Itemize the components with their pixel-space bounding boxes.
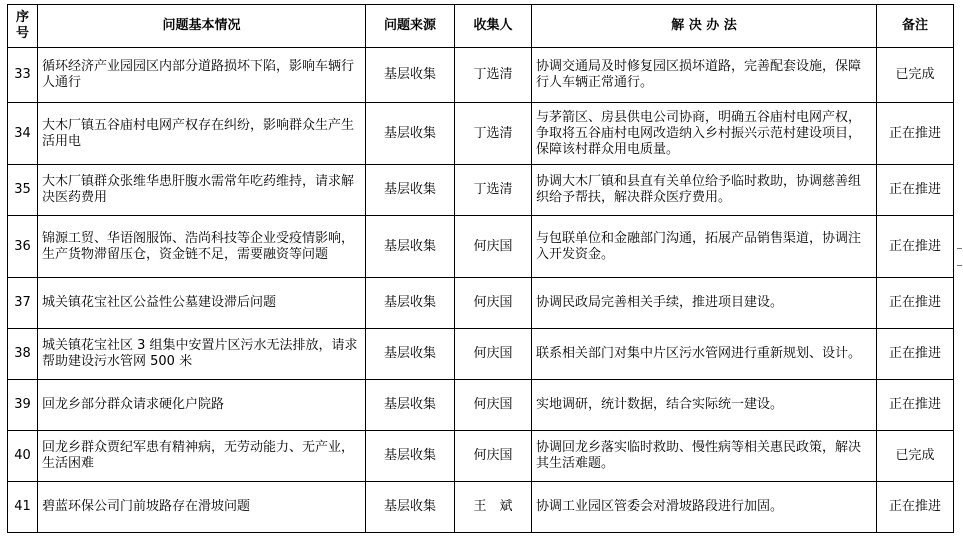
header-source: 问题来源 <box>366 5 455 48</box>
table-row <box>8 329 954 380</box>
issue-cell: 大木厂镇群众张维华患肝腹水需常年吃药维持，请求解决医药费用 <box>38 165 366 216</box>
table-row <box>8 48 954 103</box>
header-seq: 序号 <box>8 5 38 48</box>
row-number: 40 <box>8 431 38 482</box>
solution-cell: 与包联单位和金融部门沟通，拓展产品销售渠道，协调注入开发资金。 <box>532 216 877 278</box>
issue-cell: 锦源工贸、华语阁服饰、浩尚科技等企业受疫情影响，生产货物滞留压仓，资金链不足，需要融资等问题 <box>38 216 366 278</box>
source-cell: 基层收集 <box>366 482 455 533</box>
row-number: 38 <box>8 329 38 380</box>
remark-cell: 正在推进 <box>877 329 954 380</box>
issue-cell: 碧蓝环保公司门前坡路存在滑坡问题 <box>38 482 366 533</box>
collector-cell: 何庆国 <box>455 216 532 278</box>
issue-cell: 大木厂镇五谷庙村电网产权存在纠纷，影响群众生产生活用电 <box>38 103 366 165</box>
row-number: 34 <box>8 103 38 165</box>
table-row <box>8 431 954 482</box>
remark-cell: 已完成 <box>877 431 954 482</box>
issue-cell: 回龙乡部分群众请求硬化户院路 <box>38 380 366 431</box>
collector-cell: 何庆国 <box>455 380 532 431</box>
collector-cell: 何庆国 <box>455 278 532 329</box>
collector-cell: 王 斌 <box>455 482 532 533</box>
table-row <box>8 380 954 431</box>
solution-cell: 与茅箭区、房县供电公司协商，明确五谷庙村电网产权，争取将五谷庙村电网改造纳入乡村振兴示范村建设项目，保障该村群众用电质量。 <box>532 103 877 165</box>
source-cell: 基层收集 <box>366 431 455 482</box>
solution-cell: 协调回龙乡落实临时救助、慢性病等相关惠民政策，解决其生活难题。 <box>532 431 877 482</box>
row-number: 33 <box>8 48 38 103</box>
issue-cell: 循环经济产业园园区内部分道路损坏下陷，影响车辆行人通行 <box>38 48 366 103</box>
solution-cell: 联系相关部门对集中片区污水管网进行重新规划、设计。 <box>532 329 877 380</box>
remark-cell: 已完成 <box>877 48 954 103</box>
remark-cell: 正在推进 <box>877 216 954 278</box>
edge-marks <box>957 248 963 282</box>
collector-cell: 丁选清 <box>455 165 532 216</box>
source-cell: 基层收集 <box>366 165 455 216</box>
source-cell: 基层收集 <box>366 380 455 431</box>
remark-cell: 正在推进 <box>877 103 954 165</box>
edge-mark <box>957 248 962 249</box>
row-number: 41 <box>8 482 38 533</box>
source-cell: 基层收集 <box>366 103 455 165</box>
solution-cell: 实地调研，统计数据，结合实际统一建设。 <box>532 380 877 431</box>
solution-cell: 协调工业园区管委会对滑坡路段进行加固。 <box>532 482 877 533</box>
table-row <box>8 482 954 533</box>
remark-cell: 正在推进 <box>877 380 954 431</box>
header-remark: 备注 <box>877 5 954 48</box>
row-number: 36 <box>8 216 38 278</box>
table-row <box>8 216 954 278</box>
collector-cell: 丁选清 <box>455 48 532 103</box>
solution-cell: 协调民政局完善相关手续，推进项目建设。 <box>532 278 877 329</box>
header-row <box>8 5 954 48</box>
remark-cell: 正在推进 <box>877 482 954 533</box>
row-number: 35 <box>8 165 38 216</box>
issue-cell: 城关镇花宝社区公益性公墓建设滞后问题 <box>38 278 366 329</box>
issue-cell: 回龙乡群众贾纪军患有精神病，无劳动能力、无产业，生活困难 <box>38 431 366 482</box>
row-number: 37 <box>8 278 38 329</box>
header-issue: 问题基本情况 <box>38 5 366 48</box>
solution-cell: 协调交通局及时修复园区损坏道路，完善配套设施，保障行人车辆正常通行。 <box>532 48 877 103</box>
remark-cell: 正在推进 <box>877 165 954 216</box>
remark-cell: 正在推进 <box>877 278 954 329</box>
header-collector: 收集人 <box>455 5 532 48</box>
issue-table <box>7 4 954 533</box>
row-number: 39 <box>8 380 38 431</box>
header-solution: 解 决 办 法 <box>532 5 877 48</box>
edge-mark <box>957 265 962 266</box>
table-row <box>8 278 954 329</box>
source-cell: 基层收集 <box>366 48 455 103</box>
collector-cell: 丁选清 <box>455 103 532 165</box>
source-cell: 基层收集 <box>366 278 455 329</box>
table-row <box>8 103 954 165</box>
solution-cell: 协调大木厂镇和县直有关单位给予临时救助，协调慈善组织给予帮扶，解决群众医疗费用。 <box>532 165 877 216</box>
issue-cell: 城关镇花宝社区 3 组集中安置片区污水无法排放，请求帮助建设污水管网 500 米 <box>38 329 366 380</box>
source-cell: 基层收集 <box>366 216 455 278</box>
source-cell: 基层收集 <box>366 329 455 380</box>
collector-cell: 何庆国 <box>455 329 532 380</box>
table-row <box>8 165 954 216</box>
collector-cell: 何庆国 <box>455 431 532 482</box>
